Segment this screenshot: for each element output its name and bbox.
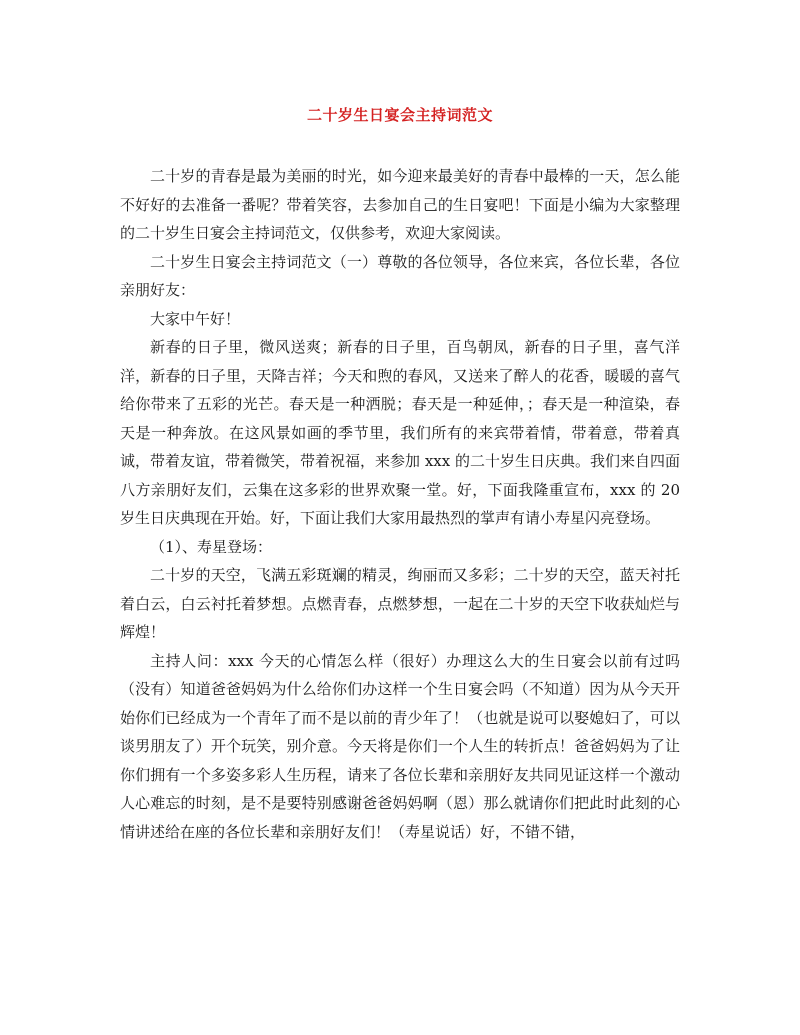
paragraph-section-heading: （1）、寿星登场： [150,537,273,556]
paragraph-twenty-sky: 二十岁的天空，飞满五彩斑斓的精灵，绚丽而又多彩；二十岁的天空，蓝天衬托着白云，白云衬托着梦想。点燃青春，点燃梦想，一起在二十岁的天空下收获灿烂与辉煌！ [120,566,680,641]
paragraph-host-questions: 主持人问：xxx 今天的心情怎么样（很好）办理这么大的生日宴会以前有过吗（没有）知道爸爸妈妈为什么给你们办这样一个生日宴会吗（不知道）因为从今天开始你们已经成为一个青年了而不是以前的青少年了！（也就是说可以娶媳妇了，可以谈男朋友了）开个玩笑，别介意。今天将是你们一个人生的转折点！爸爸妈妈为了让你们拥有一个多姿多彩人生历程，请来了各位长辈和亲朋好友共同见证这样一个激动人心难忘的时刻，是不是要特别感谢爸爸妈妈啊（恩）那么就请你们把此时此刻的心情讲述给在座的各位长辈和亲朋好友们！（寿星说话）好，不错不错， [120,651,680,841]
paragraph-good-noon: 大家中午好！ [150,309,241,328]
document-title: 二十岁生日宴会主持词范文 [306,106,493,124]
paragraph-intro: 二十岁的青春是最为美丽的时光，如今迎来最美好的青春中最棒的一天，怎么能不好好的去准备一番呢？带着笑容，去参加自己的生日宴吧！下面是小编为大家整理的二十岁生日宴会主持词范文，仅供参考，欢迎大家阅读。 [120,167,680,242]
paragraph-spring-opening: 新春的日子里，微风送爽；新春的日子里，百鸟朝凤，新春的日子里，喜气洋洋，新春的日子里，天降吉祥；今天和煦的春风，又送来了醉人的花香，暖暖的喜气给你带来了五彩的光芒。春天是一种洒脱；春天是一种延伸，；春天是一种渲染，春天是一种奔放。在这风景如画的季节里，我们所有的来宾带着情，带着意，带着真诚，带着友谊，带着微笑，带着祝福，来参加 xxx 的二十岁生日庆典。我们来自四面八方亲朋好友们，云集在这多彩的世界欢聚一堂。好，下面我隆重宣布，xxx 的 20 岁生日庆典现在开始。好，下面让我们大家用最热烈的掌声有请小寿星闪亮登场。 [120,338,680,527]
paragraph-greeting-header: 二十岁生日宴会主持词范文（一）尊敬的各位领导，各位来宾，各位长辈，各位亲朋好友： [120,252,680,299]
document-body [120,162,680,846]
